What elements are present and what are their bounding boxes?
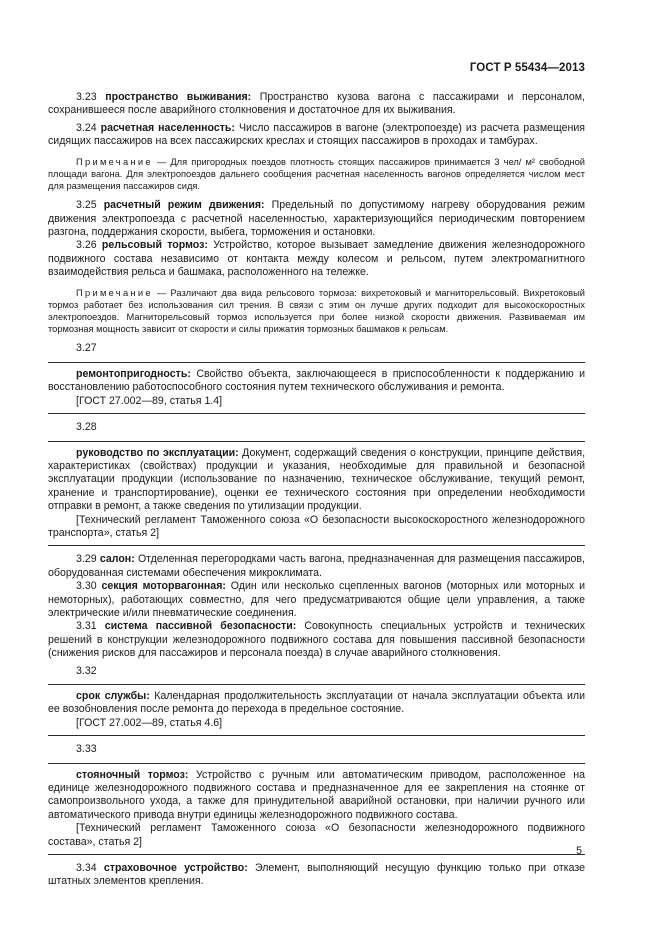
definition-box-3-32 xyxy=(48,684,585,736)
term-3-34: 3.34 страховочное устройство: Элемент, выполняющий несущую функцию только при отказе штатных элементов крепления. xyxy=(48,862,585,888)
term-3-25: 3.25 расчетный режим движения: Предельный по допустимому нагреву оборудования режим движения электропоезда с расчетной населенностью, характеризующийся периодическим повторением разгона, поддержания скорости, выбега, торможения и остановки. xyxy=(48,199,585,239)
term-number-3-27: 3.27 xyxy=(76,342,97,355)
term-3-24: 3.24 расчетная населенность: Число пассажиров в вагоне (электропоезде) из расчета размещения сидящих пассажиров на всех пассажирских креслах и стоящих пассажиров в проходах и тамбурах. xyxy=(48,121,585,148)
definition-box-3-27 xyxy=(48,362,585,414)
reference-3-33: [Технический регламент Таможенного союза «О безопасности железнодорожного подвижного состава», статья 2] xyxy=(48,822,585,848)
term-3-33: стояночный тормоз: Устройство с ручным или автоматическим приводом, расположенное на единице железнодорожного подвижного состава и предназначенное для ее закрепления на стоянке от самопроизвольного ухода, а также для принудительной аварийной остановки, при наличии ручного или автоматического привода внутри единицы железнодорожного подвижного состава. xyxy=(48,768,585,821)
term-3-29: 3.29 салон: Отделенная перегородками часть вагона, предназначенная для размещения пассажиров, оборудованная системами обеспечения микроклимата. xyxy=(48,553,585,579)
term-3-32: срок службы: Календарная продолжительность эксплуатации от начала эксплуатации объекта или ее возобновления после ремонта до перехода в предельное состояние. xyxy=(48,690,586,716)
term-3-27: ремонтопригодность: Свойство объекта, заключающееся в приспособленности к поддержанию и восстановлению работоспособного состояния путем технического обслуживания и ремонта. xyxy=(48,367,585,394)
term-3-30: 3.30 секция моторвагонная: Один или несколько сцепленных вагонов (моторных или моторных и немоторных), работающих совместно, для чего предусматриваются общие цели управления, а также электрические и/или пневматические соединения. xyxy=(48,580,585,619)
term-3-28: руководство по эксплуатации: Документ, содержащий сведения о конструкции, принципе действия, характеристиках (свойствах) продукции и указания, необходимые для правильной и безопасной эксплуатации продукции (использование по назначению, техническое обслуживание, текущий ремонт, хранение и транспортирование), оценки ее технического состояния при определении необходимости отправки в ремонт, а также сведения по утилизации продукции. xyxy=(48,446,586,513)
term-number-3-33: 3.33 xyxy=(76,743,97,756)
term-3-31: 3.31 система пассивной безопасности: Совокупность специальных устройств и технических решений в конструкции железнодорожного подвижного состава для повышения пассивной безопасности (снижения рисков для пассажиров и персонала поезда) в случае аварийного столкновения. xyxy=(48,620,585,660)
page-number: 5 xyxy=(576,845,582,857)
definition-box-3-33 xyxy=(48,763,585,855)
reference-3-27: [ГОСТ 27.002—89, статья 1.4] xyxy=(76,394,223,407)
note-3-24: Примечание — Для пригородных поездов плотность стоящих пассажиров принимается 3 чел/ м² свободной площади вагона. Для электропоездов дальнего сообщения расчетная населенность вагонов определяется числом мест для размещения пассажиров сидя. xyxy=(48,156,585,192)
reference-3-28: [Технический регламент Таможенного союза «О безопасности высокоскоростного железнодорожного транспорта», статья 2] xyxy=(48,513,585,539)
document-body xyxy=(48,91,585,889)
term-3-26: 3.26 рельсовый тормоз: Устройство, которое вызывает замедление движения железнодорожного подвижного состава независимо от контакта между колесом и рельсом, путем электромагнитного взаимодействия рельса и башмака, расположенного на тележке. xyxy=(48,239,585,279)
standard-designation: ГОСТ Р 55434—2013 xyxy=(469,62,585,74)
term-number-3-32: 3.32 xyxy=(76,664,97,677)
note-3-26: Примечание — Различают два вида рельсового тормоза: вихретоковый и магниторельсовый. Вихретоковый тормоз работает без использования сил трения. В связи с этим он лучше других подходит для высокоскоростных электропоездов. Магниторельсовый тормоз используется при более низкой скорости движения. Развиваемая им тормозная мощность зависит от скорости и силы прижатия тормозных башмаков к рельсам. xyxy=(48,287,585,335)
definition-box-3-28 xyxy=(48,441,585,547)
term-number-3-28: 3.28 xyxy=(76,421,97,434)
reference-3-32: [ГОСТ 27.002—89, статья 4.6] xyxy=(76,716,223,729)
term-3-23: 3.23 пространство выживания: Пространство кузова вагона с пассажирами и персоналом, сохранившееся после аварийного столкновения и достаточное для их выживания. xyxy=(48,91,585,117)
